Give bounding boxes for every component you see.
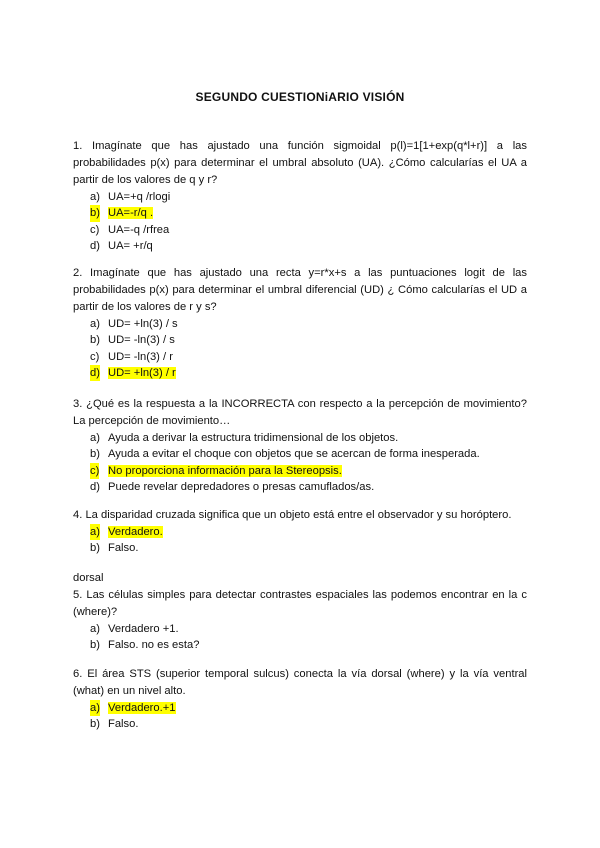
option-text-highlighted: No proporciona información para la Stereopsis. <box>108 464 342 477</box>
options-list <box>73 700 527 733</box>
option-label: d) <box>90 365 100 381</box>
option-text: Ayuda a derivar la estructura tridimensional de los objetos. <box>108 432 399 444</box>
option-d <box>73 479 527 495</box>
question-stem: 6. El área STS (superior temporal sulcus) conecta la vía dorsal (where) y la vía ventral (what) en un nivel alto. <box>73 668 527 697</box>
option-a <box>73 524 527 540</box>
option-text: Ayuda a evitar el choque con objetos que se acercan de forma inesperada. <box>108 448 480 461</box>
option-label: a) <box>90 432 100 444</box>
option-label: d) <box>90 480 100 493</box>
option-label: b) <box>90 718 100 731</box>
option-label: b) <box>90 334 100 347</box>
option-label: a) <box>90 623 100 635</box>
question-2 <box>73 265 527 381</box>
page-title: SEGUNDO CUESTIONiARIO VISIÓN <box>195 90 405 104</box>
option-text-highlighted: Verdadero. <box>108 526 163 538</box>
option-label: b) <box>90 448 100 461</box>
option-a <box>73 621 527 637</box>
option-a <box>73 316 527 332</box>
option-c <box>73 463 527 479</box>
option-b <box>73 716 527 732</box>
option-label: c) <box>90 350 100 363</box>
option-text-highlighted: Verdadero.+1 <box>108 702 176 714</box>
option-c <box>73 349 527 365</box>
question-5 <box>73 587 527 654</box>
question-1 <box>73 138 527 254</box>
option-text: UD= +ln(3) / s <box>108 318 178 330</box>
option-text-highlighted: UA=-r/q . <box>108 207 154 220</box>
option-text-highlighted: UD= +ln(3) / r <box>108 366 176 379</box>
option-text: Puede revelar depredadores o presas camuflados/as. <box>108 480 375 493</box>
option-text: Falso. <box>108 542 139 555</box>
question-stem: 2. Imagínate que has ajustado una recta y=r*x+s a las puntuaciones logit de las probabilidades p(x) para determinar el umbral diferencial (UD) ¿ Cómo calcularías el UD a partir de los valores de r y s? <box>73 267 527 313</box>
question-stem: 1. Imagínate que has ajustado una función sigmoidal p(l)=1[1+exp(q*l+r)] a las probabilidades p(x) para determinar el umbral absoluto (UA). ¿Cómo calcularías el UA a partir de los valores de q y r? <box>73 140 527 186</box>
question-6 <box>73 666 527 733</box>
question-stem: 5. Las células simples para detectar contrastes espaciales las podemos encontrar en la c (where)? <box>73 589 527 618</box>
option-label: b) <box>90 205 100 221</box>
option-label: b) <box>90 639 100 652</box>
option-b <box>73 446 527 462</box>
option-label: b) <box>90 542 100 555</box>
option-d <box>73 238 527 254</box>
option-a <box>73 189 527 205</box>
option-label: c) <box>90 223 100 236</box>
question-4 <box>73 507 527 557</box>
option-text: Falso. <box>108 718 139 731</box>
options-list <box>73 189 527 254</box>
options-list <box>73 621 527 654</box>
option-label: c) <box>90 463 99 479</box>
option-label: a) <box>90 318 100 330</box>
option-label: a) <box>90 191 100 203</box>
option-b <box>73 332 527 348</box>
option-d <box>73 365 527 381</box>
option-text: UA=+q /rlogi <box>108 191 171 203</box>
option-label: a) <box>90 700 100 716</box>
options-list <box>73 430 527 495</box>
option-text: UD= -ln(3) / s <box>108 334 175 347</box>
question-stem: 3. ¿Qué es la respuesta a la INCORRECTA con respecto a la percepción de movimiento? La percepción de movimiento… <box>73 398 527 427</box>
option-text: Falso. no es esta? <box>108 639 200 652</box>
option-text: UA= +r/q <box>108 239 153 252</box>
options-list <box>73 316 527 381</box>
question-3 <box>73 396 527 495</box>
option-b <box>73 540 527 556</box>
option-text: Verdadero +1. <box>108 623 179 635</box>
option-b <box>73 637 527 653</box>
option-a <box>73 430 527 446</box>
question-stem: 4. La disparidad cruzada significa que un objeto está entre el observador y su horóptero. <box>73 509 512 521</box>
option-b <box>73 205 527 221</box>
option-label: a) <box>90 524 100 540</box>
option-label: d) <box>90 239 100 252</box>
options-list <box>73 524 527 557</box>
option-text: UD= -ln(3) / r <box>108 350 173 363</box>
option-c <box>73 222 527 238</box>
option-text: UA=-q /rfrea <box>108 223 170 236</box>
loose-note: dorsal <box>73 572 104 584</box>
option-a <box>73 700 527 716</box>
